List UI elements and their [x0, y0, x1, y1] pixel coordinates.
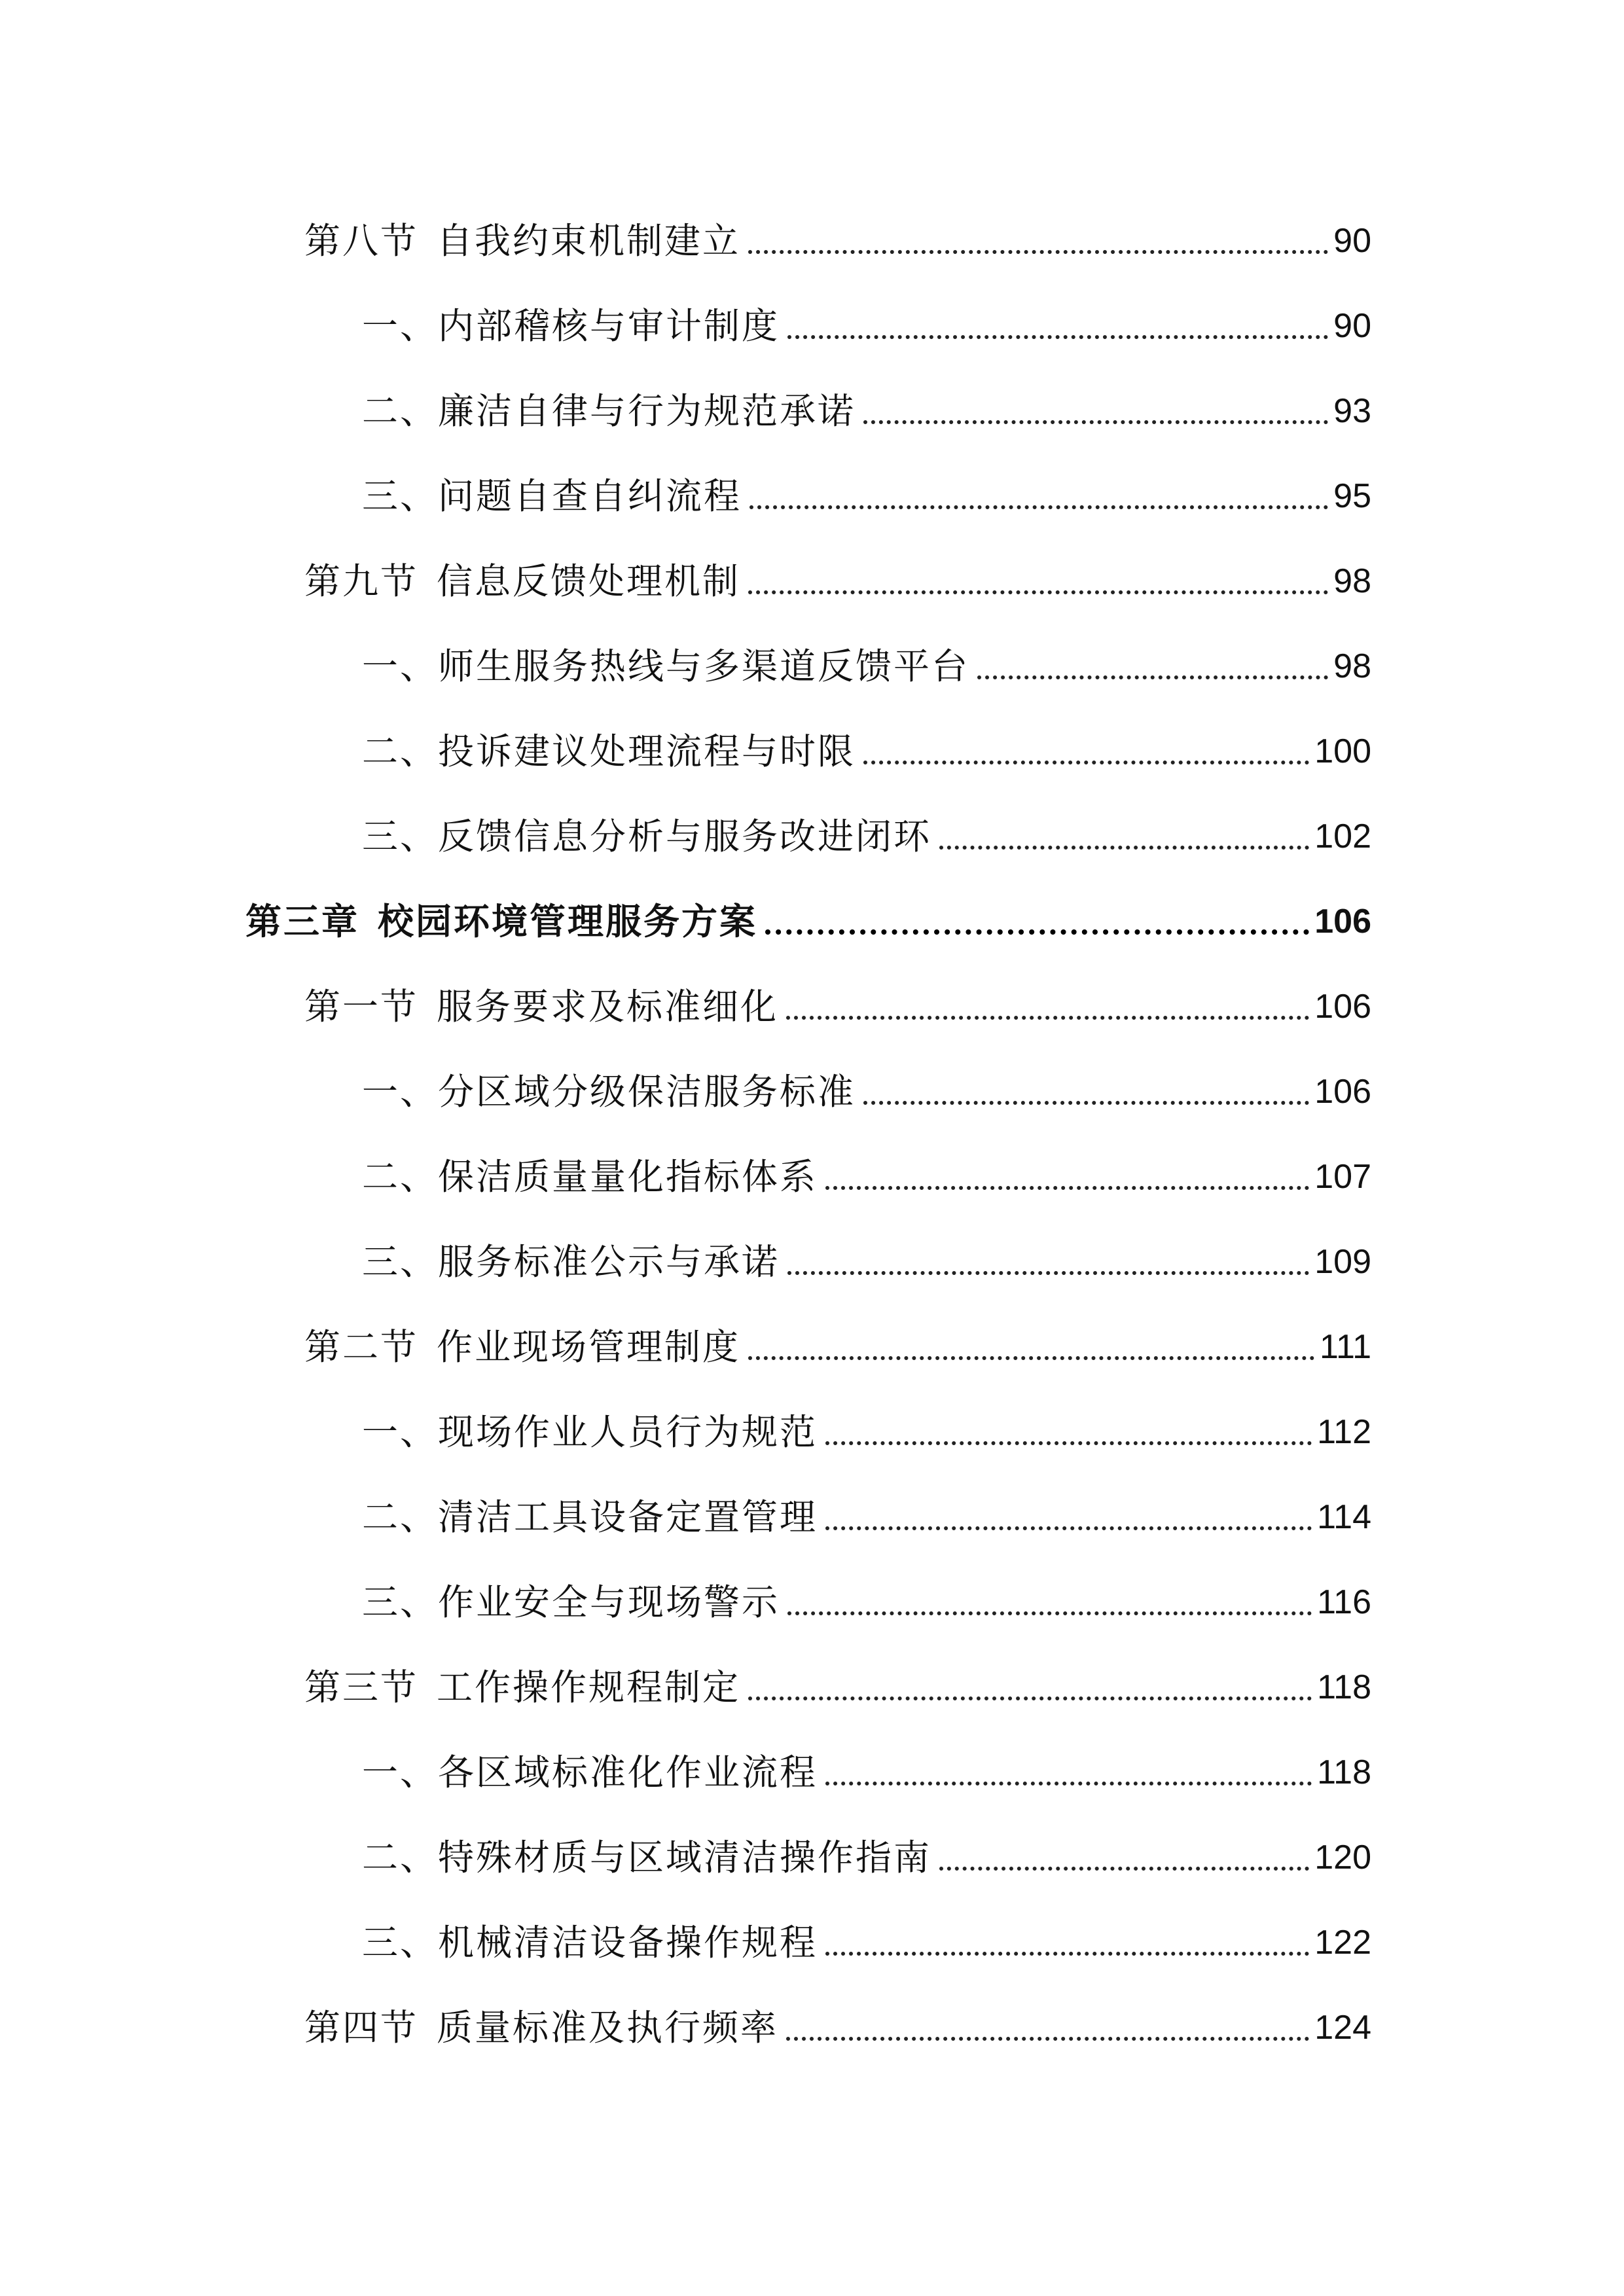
entry-text: 现场作业人员行为规范 [438, 1411, 818, 1453]
entry-title [362, 470, 742, 522]
toc-entry-section[interactable] [304, 980, 1371, 1033]
toc-entry-item[interactable] [362, 1236, 1371, 1288]
dot-leader [748, 1696, 1312, 1700]
toc-entry-item[interactable] [362, 1916, 1371, 1969]
entry-title [362, 1406, 818, 1458]
dot-leader [825, 1441, 1312, 1445]
entry-label: 三、 [362, 1241, 439, 1283]
entry-title [304, 555, 740, 607]
entry-label: 第八节 [304, 220, 419, 262]
dot-leader [786, 1016, 1309, 1020]
entry-text: 工作操作规程制定 [437, 1666, 741, 1708]
entry-label: 一、 [362, 1411, 439, 1453]
entry-title [245, 895, 757, 948]
page-number: 114 [1317, 1498, 1371, 1536]
entry-title [362, 810, 931, 863]
entry-title [304, 2001, 778, 2054]
dot-leader [825, 1952, 1309, 1956]
entry-label: 三、 [362, 816, 439, 857]
toc-entry-chapter[interactable] [245, 895, 1371, 948]
entry-label: 一、 [362, 1751, 439, 1793]
entry-text: 内部稽核与审计制度 [438, 305, 780, 347]
dot-leader [863, 1101, 1309, 1105]
entry-text: 清洁工具设备定置管理 [438, 1496, 818, 1538]
entry-title [304, 1321, 740, 1373]
entry-label: 一、 [362, 305, 439, 347]
entry-title [362, 1746, 818, 1799]
entry-label: 三、 [362, 1581, 439, 1623]
toc-entry-section[interactable] [304, 215, 1371, 267]
page-number: 120 [1314, 1839, 1371, 1876]
entry-label: 第一节 [304, 986, 419, 1028]
toc-entry-item[interactable] [362, 810, 1371, 863]
entry-text: 质量标准及执行频率 [437, 2007, 779, 2049]
page-number: 106 [1314, 903, 1371, 941]
page-number: 100 [1314, 732, 1371, 770]
toc-entry-item[interactable] [362, 470, 1371, 522]
page-number: 98 [1333, 647, 1371, 685]
page-number: 116 [1317, 1583, 1371, 1621]
entry-title [304, 1661, 740, 1713]
toc-entry-item[interactable] [362, 1406, 1371, 1458]
entry-text: 服务要求及标准细化 [437, 986, 779, 1028]
entry-text: 作业现场管理制度 [437, 1326, 741, 1368]
entry-title [304, 215, 740, 267]
toc-entry-item[interactable] [362, 385, 1371, 437]
toc-entry-item[interactable] [362, 300, 1371, 352]
entry-text: 问题自查自纠流程 [438, 475, 742, 517]
entry-text: 廉洁自律与行为规范承诺 [438, 390, 856, 432]
page-number: 118 [1317, 1753, 1371, 1791]
dot-leader [863, 420, 1328, 424]
entry-text: 信息反馈处理机制 [437, 560, 741, 602]
toc-entry-section[interactable] [304, 1661, 1371, 1713]
page-number: 109 [1314, 1243, 1371, 1281]
toc-entry-item[interactable] [362, 1491, 1371, 1543]
toc-entry-section[interactable] [304, 555, 1371, 607]
entry-label: 二、 [362, 1837, 439, 1878]
page-number: 90 [1333, 307, 1371, 345]
page-number: 112 [1317, 1413, 1371, 1451]
dot-leader [825, 1186, 1309, 1190]
entry-title [362, 725, 856, 778]
toc-entry-item[interactable] [362, 1576, 1371, 1628]
dot-leader [748, 1356, 1314, 1360]
entry-label: 第三章 [245, 901, 360, 942]
entry-text: 校园环境管理服务方案 [378, 901, 758, 942]
entry-title [362, 300, 780, 352]
page-number: 107 [1314, 1158, 1371, 1196]
toc-entry-item[interactable] [362, 1746, 1371, 1799]
entry-title [362, 1066, 856, 1118]
entry-title [362, 1236, 780, 1288]
page-number: 98 [1333, 562, 1371, 600]
dot-leader [786, 2037, 1309, 2041]
page-number: 90 [1333, 222, 1371, 260]
dot-leader [863, 761, 1309, 764]
entry-title [362, 1491, 818, 1543]
dot-leader [977, 675, 1328, 679]
dot-leader [825, 1526, 1312, 1530]
dot-leader [787, 1271, 1309, 1275]
entry-label: 二、 [362, 730, 439, 772]
dot-leader [749, 505, 1328, 509]
toc-entry-item[interactable] [362, 640, 1371, 692]
page-number: 111 [1319, 1328, 1371, 1366]
toc-entry-item[interactable] [362, 1066, 1371, 1118]
page-number: 118 [1317, 1668, 1371, 1706]
toc-entry-item[interactable] [362, 1831, 1371, 1884]
page-number: 124 [1314, 2009, 1371, 2047]
toc-entry-section[interactable] [304, 1321, 1371, 1373]
entry-title [362, 1831, 931, 1884]
dot-leader [939, 1867, 1309, 1871]
page-number: 93 [1333, 392, 1371, 430]
entry-label: 第二节 [304, 1326, 419, 1368]
entry-label: 一、 [362, 645, 439, 687]
entry-title [362, 1916, 818, 1969]
toc-entry-item[interactable] [362, 1151, 1371, 1203]
dot-leader [765, 929, 1309, 935]
entry-text: 特殊材质与区域清洁操作指南 [438, 1837, 932, 1878]
entry-text: 反馈信息分析与服务改进闭环 [438, 816, 932, 857]
dot-leader [787, 1611, 1312, 1615]
entry-title [362, 385, 856, 437]
entry-text: 作业安全与现场警示 [438, 1581, 780, 1623]
entry-text: 各区域标准化作业流程 [438, 1751, 818, 1793]
page-number: 106 [1314, 988, 1371, 1026]
dot-leader [787, 335, 1328, 339]
page-number: 122 [1314, 1924, 1371, 1962]
entry-label: 二、 [362, 1156, 439, 1198]
entry-label: 第九节 [304, 560, 419, 602]
entry-label: 三、 [362, 475, 439, 517]
entry-label: 第三节 [304, 1666, 419, 1708]
entry-label: 三、 [362, 1922, 439, 1964]
entry-title [362, 1576, 780, 1628]
entry-title [362, 1151, 818, 1203]
page-number: 95 [1333, 477, 1371, 515]
entry-label: 第四节 [304, 2007, 419, 2049]
entry-label: 二、 [362, 1496, 439, 1538]
dot-leader [748, 590, 1328, 594]
dot-leader [748, 250, 1328, 254]
entry-text: 服务标准公示与承诺 [438, 1241, 780, 1283]
entry-text: 保洁质量量化指标体系 [438, 1156, 818, 1198]
page-number: 102 [1314, 817, 1371, 855]
toc-entry-item[interactable] [362, 725, 1371, 778]
toc-entry-section[interactable] [304, 2001, 1371, 2054]
entry-text: 机械清洁设备操作规程 [438, 1922, 818, 1964]
entry-text: 分区域分级保洁服务标准 [438, 1071, 856, 1113]
dot-leader [825, 1782, 1312, 1785]
entry-label: 一、 [362, 1071, 439, 1113]
entry-label: 二、 [362, 390, 439, 432]
page-number: 106 [1314, 1073, 1371, 1111]
entry-title [304, 980, 778, 1033]
entry-text: 自我约束机制建立 [437, 220, 741, 262]
entry-text: 师生服务热线与多渠道反馈平台 [438, 645, 970, 687]
entry-text: 投诉建议处理流程与时限 [438, 730, 856, 772]
dot-leader [939, 846, 1309, 850]
entry-title [362, 640, 969, 692]
